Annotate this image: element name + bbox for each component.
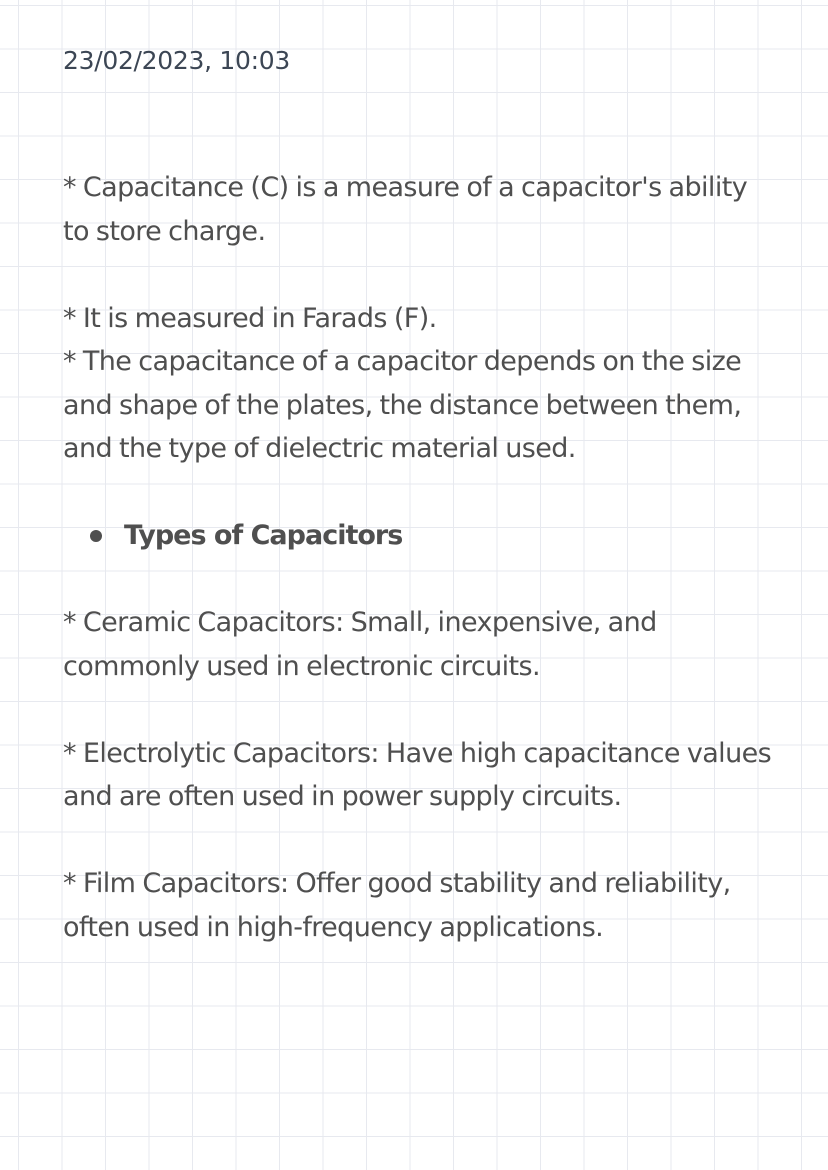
paragraph-dependence: * The capacitance of a capacitor depends on the size and shape of the plates, the distance between them, and the type of dielectric material used. bbox=[63, 346, 742, 464]
bullet-list bbox=[63, 514, 773, 558]
spacer bbox=[63, 558, 773, 602]
paragraph-electrolytic: * Electrolytic Capacitors: Have high capacitance values and are often used in power supply circuits. bbox=[63, 737, 772, 812]
paragraph-film: * Film Capacitors: Offer good stability and reliability, often used in high-frequency applications. bbox=[63, 868, 731, 943]
paragraph-ceramic: * Ceramic Capacitors: Small, inexpensive, and commonly used in electronic circuits. bbox=[63, 607, 657, 682]
bullet-item-types bbox=[90, 514, 773, 558]
bullet-dot-icon bbox=[90, 530, 102, 542]
spacer bbox=[63, 80, 773, 166]
spacer bbox=[63, 471, 773, 515]
spacer bbox=[63, 819, 773, 863]
note-content[interactable] bbox=[63, 42, 773, 949]
paragraph-farads: * It is measured in Farads (F). bbox=[63, 302, 437, 334]
spacer bbox=[63, 253, 773, 297]
paragraph-capacitance: * Capacitance (C) is a measure of a capacitor's ability to store charge. bbox=[63, 172, 748, 247]
bullet-heading: Types of Capacitors bbox=[124, 520, 403, 552]
note-timestamp: 23/02/2023, 10:03 bbox=[63, 46, 290, 75]
spacer bbox=[63, 688, 773, 732]
